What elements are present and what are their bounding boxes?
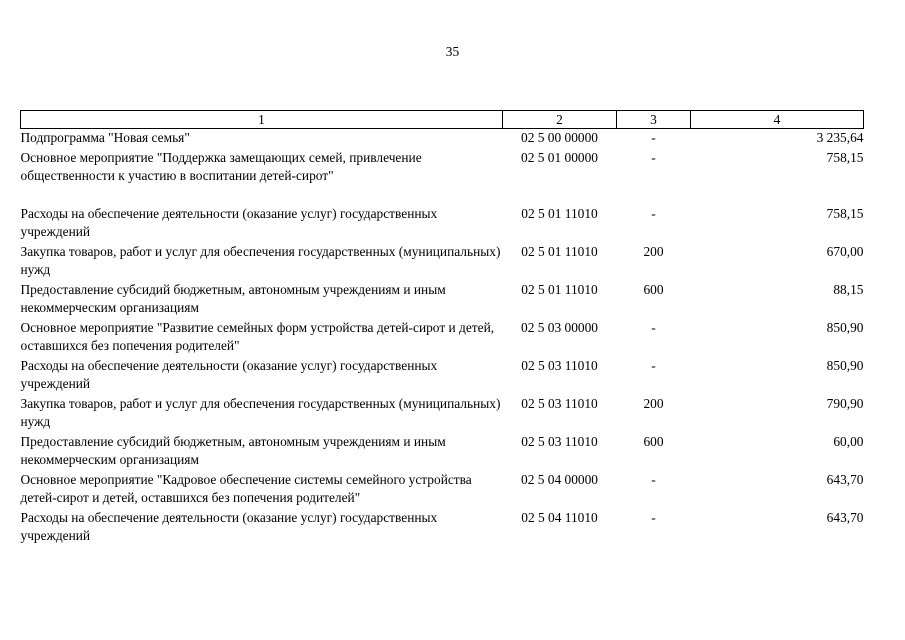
row-type-cell: - (651, 206, 656, 221)
row-name-cell: Подпрограмма "Новая семья" (20, 130, 190, 145)
table-row (21, 205, 864, 243)
row-name-cell: Основное мероприятие "Развитие семейных форм устройства детей-сирот и детей, оставшихся без попечения родителей" (20, 320, 495, 353)
table-row (21, 319, 864, 357)
table-row (21, 243, 864, 281)
row-type-cell: 200 (643, 244, 664, 259)
row-code-cell: 02 5 04 00000 (521, 472, 598, 487)
budget-table (20, 110, 864, 547)
table-row (21, 395, 864, 433)
row-code-cell: 02 5 03 00000 (521, 320, 598, 335)
table-body (21, 129, 864, 548)
row-amount-cell: 790,90 (826, 396, 864, 411)
row-type-cell: - (651, 320, 656, 335)
row-amount-cell: 670,00 (826, 244, 864, 259)
row-name-cell: Закупка товаров, работ и услуг для обеспечения государственных (муниципальных) нужд (20, 396, 501, 429)
row-amount-cell: 643,70 (826, 510, 864, 525)
table-row (21, 129, 864, 150)
column-header-2: 2 (503, 111, 617, 129)
table-row (21, 433, 864, 471)
table-header (21, 111, 864, 129)
row-type-cell: 600 (643, 434, 664, 449)
table-row (21, 471, 864, 509)
row-type-cell: - (651, 510, 656, 525)
row-code-cell: 02 5 03 11010 (521, 396, 598, 411)
row-amount-cell: 850,90 (826, 320, 864, 335)
table-row (21, 281, 864, 319)
row-code-cell: 02 5 01 11010 (521, 244, 598, 259)
row-code-cell: 02 5 01 00000 (521, 150, 598, 165)
row-amount-cell: 758,15 (826, 206, 864, 221)
row-code-cell: 02 5 01 11010 (521, 282, 598, 297)
row-code-cell: 02 5 04 11010 (521, 510, 598, 525)
row-name-cell: Расходы на обеспечение деятельности (оказание услуг) государственных учреждений (20, 358, 438, 391)
row-name-cell: Предоставление субсидий бюджетным, автономным учреждениям и иным некоммерческим организациям (20, 434, 446, 467)
row-code-cell: 02 5 03 11010 (521, 358, 598, 373)
row-amount-cell: 758,15 (826, 150, 864, 165)
row-name-cell: Основное мероприятие "Поддержка замещающих семей, привлечение общественности к участию в воспитании детей-сирот" (20, 150, 422, 183)
column-header-1: 1 (21, 111, 503, 129)
column-header-3: 3 (617, 111, 691, 129)
row-amount-cell: 643,70 (826, 472, 864, 487)
row-type-cell: - (651, 150, 656, 165)
row-type-cell: - (651, 130, 656, 145)
row-name-cell: Расходы на обеспечение деятельности (оказание услуг) государственных учреждений (20, 510, 438, 543)
row-name-cell: Расходы на обеспечение деятельности (оказание услуг) государственных учреждений (20, 206, 438, 239)
row-type-cell: 600 (643, 282, 664, 297)
row-name-cell: Закупка товаров, работ и услуг для обеспечения государственных (муниципальных) нужд (20, 244, 501, 277)
column-header-4: 4 (691, 111, 864, 129)
row-amount-cell: 3 235,64 (816, 130, 864, 145)
table-row (21, 357, 864, 395)
row-type-cell: 200 (643, 396, 664, 411)
row-name-cell: Основное мероприятие "Кадровое обеспечение системы семейного устройства детей-сирот и детей, оставшихся без попечения родителей" (20, 472, 472, 505)
row-code-cell: 02 5 01 11010 (521, 206, 598, 221)
table-row (21, 509, 864, 547)
row-amount-cell: 850,90 (826, 358, 864, 373)
table-row (21, 149, 864, 205)
row-type-cell: - (651, 472, 656, 487)
row-code-cell: 02 5 00 00000 (521, 130, 598, 145)
row-name-cell: Предоставление субсидий бюджетным, автономным учреждениям и иным некоммерческим организациям (20, 282, 446, 315)
page-number: 35 (445, 44, 460, 59)
row-type-cell: - (651, 358, 656, 373)
row-code-cell: 02 5 03 11010 (521, 434, 598, 449)
header-row (21, 111, 864, 129)
row-amount-cell: 60,00 (833, 434, 864, 449)
row-amount-cell: 88,15 (833, 282, 864, 297)
